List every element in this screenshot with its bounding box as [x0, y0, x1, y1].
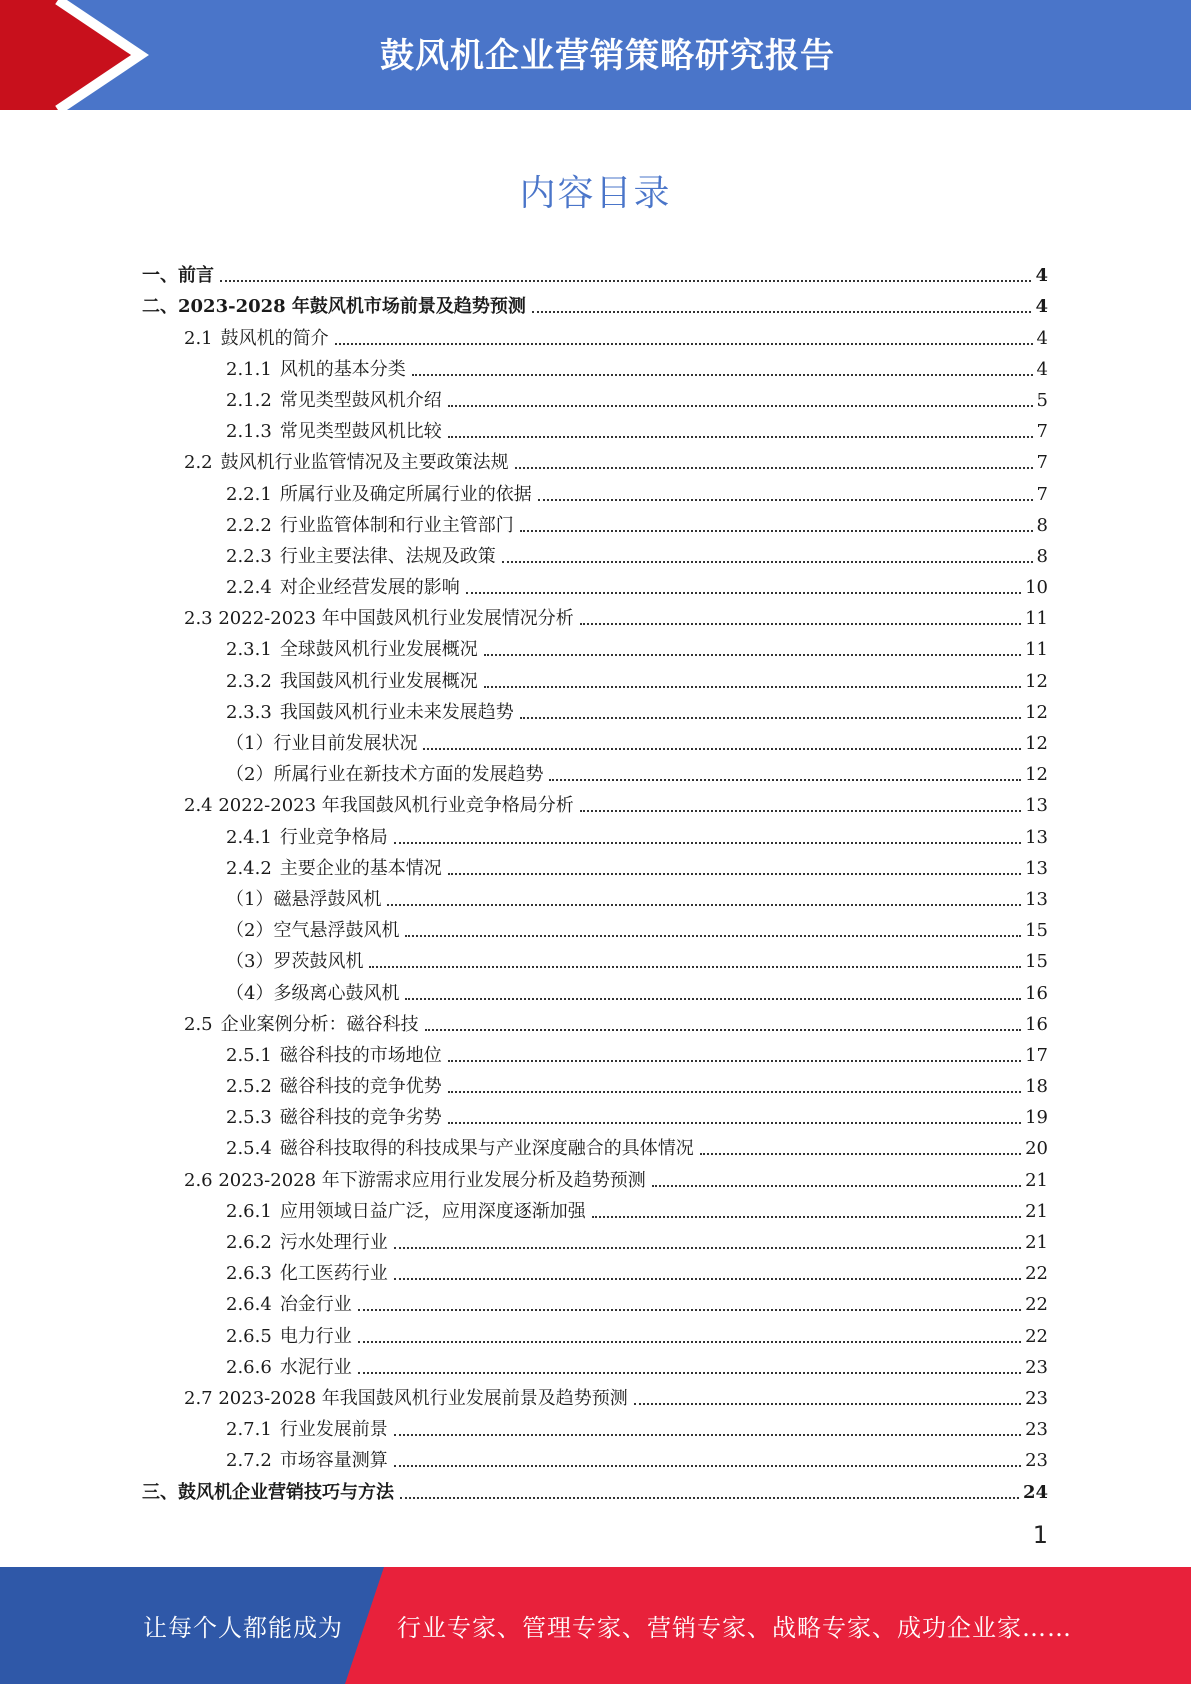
toc-entry[interactable] [142, 1472, 1048, 1503]
toc-entry-title: 二、2023-2028 年鼓风机市场前景及趋势预测 [142, 296, 526, 318]
toc-entry-number: 2.5.4 [226, 1138, 272, 1160]
page-number: 1 [1032, 1521, 1048, 1549]
toc-entry[interactable] [142, 474, 1048, 505]
toc-entry[interactable] [142, 1441, 1048, 1472]
toc-entry[interactable] [142, 911, 1048, 942]
toc-entry-title: 常见类型鼓风机比较 [279, 421, 442, 443]
toc-entry-title: 磁谷科技的市场地位 [279, 1044, 442, 1066]
toc-entry-page: 7 [1036, 452, 1048, 474]
toc-dot-leader [448, 1091, 1021, 1093]
toc-entry-number: 2.5.2 [226, 1076, 272, 1098]
toc-entry-number: 2.1.1 [226, 358, 272, 380]
toc-entry-title: 主要企业的基本情况 [279, 857, 442, 879]
toc-entry-page: 4 [1035, 296, 1048, 318]
toc-entry-title: 2.3 2022-2023 年中国鼓风机行业发展情况分析 [184, 608, 574, 630]
toc-entry-page: 22 [1025, 1263, 1048, 1285]
toc-dot-leader [580, 623, 1021, 625]
toc-entry-title: 污水处理行业 [279, 1232, 388, 1253]
toc-entry-title: 一、前言 [142, 265, 214, 287]
toc-entry-page: 21 [1025, 1200, 1048, 1222]
toc-entry[interactable] [142, 942, 1048, 973]
toc-dot-leader [580, 810, 1021, 812]
toc-dot-leader [425, 1029, 1021, 1031]
toc-entry[interactable] [142, 350, 1048, 381]
toc-entry-number: 2.6.5 [226, 1325, 272, 1347]
toc-entry-page: 22 [1025, 1325, 1048, 1347]
toc-dot-leader [448, 1122, 1021, 1124]
toc-entry[interactable] [142, 1285, 1048, 1316]
toc-entry-title: 化工医药行业 [279, 1263, 388, 1285]
toc-entry[interactable] [142, 1379, 1048, 1410]
toc-dot-leader [394, 842, 1021, 844]
toc-dot-leader [400, 1497, 1019, 1499]
toc-entry-title: 全球鼓风机行业发展概况 [279, 639, 478, 661]
toc-entry-title: 行业发展前景 [279, 1419, 388, 1441]
toc-dot-leader [394, 1434, 1021, 1436]
toc-dot-leader [335, 343, 1033, 345]
toc-entry-page: 8 [1036, 514, 1048, 536]
footer-slogan-left: 让每个人都能成为 [143, 1614, 343, 1642]
toc-dot-leader [520, 717, 1021, 719]
toc-entry[interactable] [142, 381, 1048, 412]
toc-entry[interactable] [142, 724, 1048, 755]
toc-entry-title: 鼓风机的简介 [220, 327, 329, 349]
toc-entry-title: 行业竞争格局 [279, 826, 388, 848]
toc-dot-leader [700, 1153, 1021, 1155]
toc-entry-number: 2.1.3 [226, 421, 272, 443]
toc-entry[interactable] [142, 537, 1048, 568]
toc-dot-leader [358, 1309, 1021, 1311]
toc-entry-page: 20 [1025, 1138, 1048, 1160]
toc-entry-page: 18 [1025, 1076, 1048, 1098]
toc-entry-number: 2.4.1 [226, 826, 272, 848]
toc-entry-title: 行业监管体制和行业主管部门 [279, 514, 514, 536]
toc-entry-page: 21 [1025, 1232, 1048, 1253]
toc-entry-number: 2.7.1 [226, 1419, 272, 1441]
toc-entry[interactable] [142, 630, 1048, 661]
toc-dot-leader [484, 686, 1021, 688]
toc-entry[interactable] [142, 880, 1048, 911]
toc-entry-number: 2.6.2 [226, 1232, 272, 1253]
toc-entry-page: 24 [1022, 1481, 1048, 1503]
toc-entry-number: 2.2.1 [226, 483, 272, 505]
toc-entry-number: 2.6.4 [226, 1294, 272, 1316]
toc-entry[interactable] [142, 693, 1048, 724]
toc-dot-leader [520, 530, 1033, 532]
toc-entry[interactable] [142, 849, 1048, 880]
toc-entry-title: 磁谷科技取得的科技成果与产业深度融合的具体情况 [279, 1138, 694, 1160]
toc-entry[interactable] [142, 1410, 1048, 1441]
toc-entry[interactable] [142, 1348, 1048, 1379]
toc-entry-page: 11 [1025, 639, 1048, 661]
toc-entry-title: 我国鼓风机行业发展概况 [279, 670, 478, 692]
toc-dot-leader [448, 436, 1033, 438]
toc-dot-leader [405, 935, 1021, 937]
toc-entry[interactable] [142, 1036, 1048, 1067]
toc-dot-leader [448, 1060, 1021, 1062]
toc-entry-title: 磁谷科技的竞争优势 [279, 1076, 442, 1098]
toc-dot-leader [423, 748, 1021, 750]
toc-entry-title: 冶金行业 [279, 1294, 352, 1316]
toc-dot-leader [549, 779, 1021, 781]
toc-entry[interactable] [142, 1129, 1048, 1160]
toc-entry-page: 23 [1025, 1450, 1048, 1472]
toc-entry-page: 4 [1036, 327, 1048, 349]
toc-dot-leader [358, 1341, 1021, 1343]
toc-entry-page: 23 [1025, 1419, 1048, 1441]
toc-dot-leader [369, 966, 1021, 968]
toc-dot-leader [532, 311, 1032, 313]
toc-entry-number: 2.4.2 [226, 857, 272, 879]
toc-entry-title: 企业案例分析：磁谷科技 [220, 1013, 419, 1035]
toc-dot-leader [394, 1278, 1021, 1280]
toc-entry[interactable] [142, 786, 1048, 817]
toc-entry-page: 12 [1025, 670, 1048, 692]
toc-entry[interactable] [142, 443, 1048, 474]
toc-entry-title: （2）空气悬浮鼓风机 [226, 920, 400, 942]
toc-entry-title: 行业主要法律、法规及政策 [279, 545, 496, 567]
toc-dot-leader [405, 998, 1021, 1000]
toc-entry-page: 21 [1025, 1169, 1048, 1191]
toc-entry[interactable] [142, 287, 1048, 318]
toc-entry[interactable] [142, 318, 1048, 349]
toc-dot-leader [358, 1372, 1021, 1374]
toc-entry-title: 市场容量测算 [279, 1450, 388, 1472]
toc-dot-leader [394, 1465, 1021, 1467]
toc-dot-leader [502, 561, 1033, 563]
toc-entry-page: 13 [1025, 826, 1048, 848]
toc-dot-leader [387, 904, 1021, 906]
toc-entry-number: 2.1 [184, 327, 213, 349]
toc-entry-title: 2.6 2023-2028 年下游需求应用行业发展分析及趋势预测 [184, 1169, 646, 1191]
report-title: 鼓风机企业营销策略研究报告 [380, 35, 835, 76]
toc-entry-page: 12 [1025, 764, 1048, 786]
toc-entry-page: 19 [1025, 1107, 1048, 1129]
toc-entry-title: 2.7 2023-2028 年我国鼓风机行业发展前景及趋势预测 [184, 1387, 628, 1409]
toc-dot-leader [220, 280, 1031, 282]
report-header-band [0, 0, 1191, 110]
footer-band [0, 1567, 1191, 1684]
toc-entry-title: 鼓风机行业监管情况及主要政策法规 [220, 452, 509, 474]
toc-entry-title: （2）所属行业在新技术方面的发展趋势 [226, 764, 544, 786]
toc-entry-title: 电力行业 [279, 1325, 352, 1347]
toc-entry-page: 15 [1025, 920, 1048, 942]
toc-entry[interactable] [142, 1254, 1048, 1285]
toc-entry[interactable] [142, 1067, 1048, 1098]
toc-entry-title: 常见类型鼓风机介绍 [279, 389, 442, 411]
toc-entry-page: 10 [1025, 577, 1048, 599]
toc-dot-leader [484, 654, 1021, 656]
toc-entry-number: 2.2 [184, 452, 213, 474]
toc-dot-leader [634, 1403, 1021, 1405]
toc-entry-title: 2.4 2022-2023 年我国鼓风机行业竞争格局分析 [184, 795, 574, 817]
toc-entry[interactable] [142, 506, 1048, 537]
toc-entry-title: 所属行业及确定所属行业的依据 [279, 483, 532, 505]
toc-entry-number: 2.6.6 [226, 1356, 272, 1378]
toc-entry[interactable] [142, 1005, 1048, 1036]
toc-entry-page: 13 [1025, 795, 1048, 817]
toc-dot-leader [538, 499, 1033, 501]
toc-entry-page: 13 [1025, 857, 1048, 879]
toc-entry[interactable] [142, 1160, 1048, 1191]
toc-heading: 内容目录 [519, 173, 672, 214]
toc-dot-leader [448, 873, 1021, 875]
toc-entry-title: （4）多级离心鼓风机 [226, 982, 400, 1004]
toc-dot-leader [515, 467, 1033, 469]
toc-entry-number: 2.7.2 [226, 1450, 272, 1472]
toc-entry-page: 7 [1036, 483, 1048, 505]
toc-entry[interactable] [142, 1223, 1048, 1254]
toc-entry-page: 12 [1025, 733, 1048, 754]
toc-dot-leader [466, 592, 1021, 594]
toc-entry-title: （1）磁悬浮鼓风机 [226, 888, 382, 910]
toc-entry-page: 5 [1036, 389, 1048, 411]
toc-entry-number: 2.6.1 [226, 1200, 272, 1222]
toc-entry-number: 2.5.1 [226, 1044, 272, 1066]
toc-entry-number: 2.3.1 [226, 639, 272, 661]
toc-entry-page: 12 [1025, 701, 1048, 723]
toc-entry-title: 三、鼓风机企业营销技巧与方法 [142, 1481, 394, 1503]
toc-entry-number: 2.6.3 [226, 1263, 272, 1285]
toc-dot-leader [652, 1185, 1021, 1187]
toc-entry-page: 8 [1036, 545, 1048, 567]
toc-entry-title: 我国鼓风机行业未来发展趋势 [279, 701, 514, 723]
toc-dot-leader [592, 1216, 1021, 1218]
toc-entry[interactable] [142, 973, 1048, 1004]
toc-entry-page: 16 [1025, 982, 1048, 1004]
toc-entry[interactable] [142, 817, 1048, 848]
toc-entry-number: 2.5 [184, 1013, 213, 1035]
toc-entry-title: 磁谷科技的竞争劣势 [279, 1107, 442, 1129]
toc-entry[interactable] [142, 1192, 1048, 1223]
footer-slogan-right: 行业专家、管理专家、营销专家、战略专家、成功企业家…… [397, 1614, 1072, 1642]
toc-entry-number: 2.2.4 [226, 577, 272, 599]
toc-entry-number: 2.3.2 [226, 670, 272, 692]
toc-entry-title: （3）罗茨鼓风机 [226, 951, 364, 973]
toc-entry-page: 17 [1025, 1044, 1048, 1066]
toc-entry-title: 对企业经营发展的影响 [279, 577, 460, 599]
toc-entry-page: 7 [1036, 421, 1048, 443]
toc-dot-leader [412, 374, 1033, 376]
toc-entry-page: 13 [1025, 888, 1048, 910]
toc-entry-number: 2.3.3 [226, 701, 272, 723]
toc-entry-title: 风机的基本分类 [279, 358, 406, 380]
toc-entry-page: 4 [1036, 358, 1048, 380]
toc-entry[interactable] [142, 755, 1048, 786]
toc-entry-number: 2.5.3 [226, 1107, 272, 1129]
toc-entry-page: 23 [1025, 1356, 1048, 1378]
toc-entry-title: （1）行业目前发展状况 [226, 733, 418, 754]
toc-entry[interactable] [142, 661, 1048, 692]
toc-entry-number: 2.1.2 [226, 389, 272, 411]
toc-entry-title: 水泥行业 [279, 1356, 352, 1378]
toc-dot-leader [394, 1247, 1021, 1249]
toc-entry-page: 22 [1025, 1294, 1048, 1316]
toc-entry-page: 23 [1025, 1387, 1048, 1409]
toc-entry-page: 4 [1035, 265, 1048, 287]
toc-entry-page: 15 [1025, 951, 1048, 973]
toc-entry-number: 2.2.3 [226, 545, 272, 567]
toc-entry-title: 应用领域日益广泛，应用深度逐渐加强 [279, 1200, 586, 1222]
toc-entry[interactable] [142, 599, 1048, 630]
table-of-contents [142, 256, 1048, 1504]
toc-entry[interactable] [142, 1316, 1048, 1347]
toc-dot-leader [448, 405, 1033, 407]
toc-entry[interactable] [142, 412, 1048, 443]
toc-entry[interactable] [142, 568, 1048, 599]
toc-entry-page: 16 [1025, 1013, 1048, 1035]
toc-entry[interactable] [142, 1098, 1048, 1129]
toc-entry[interactable] [142, 256, 1048, 287]
toc-entry-page: 11 [1025, 608, 1048, 630]
toc-entry-number: 2.2.2 [226, 514, 272, 536]
